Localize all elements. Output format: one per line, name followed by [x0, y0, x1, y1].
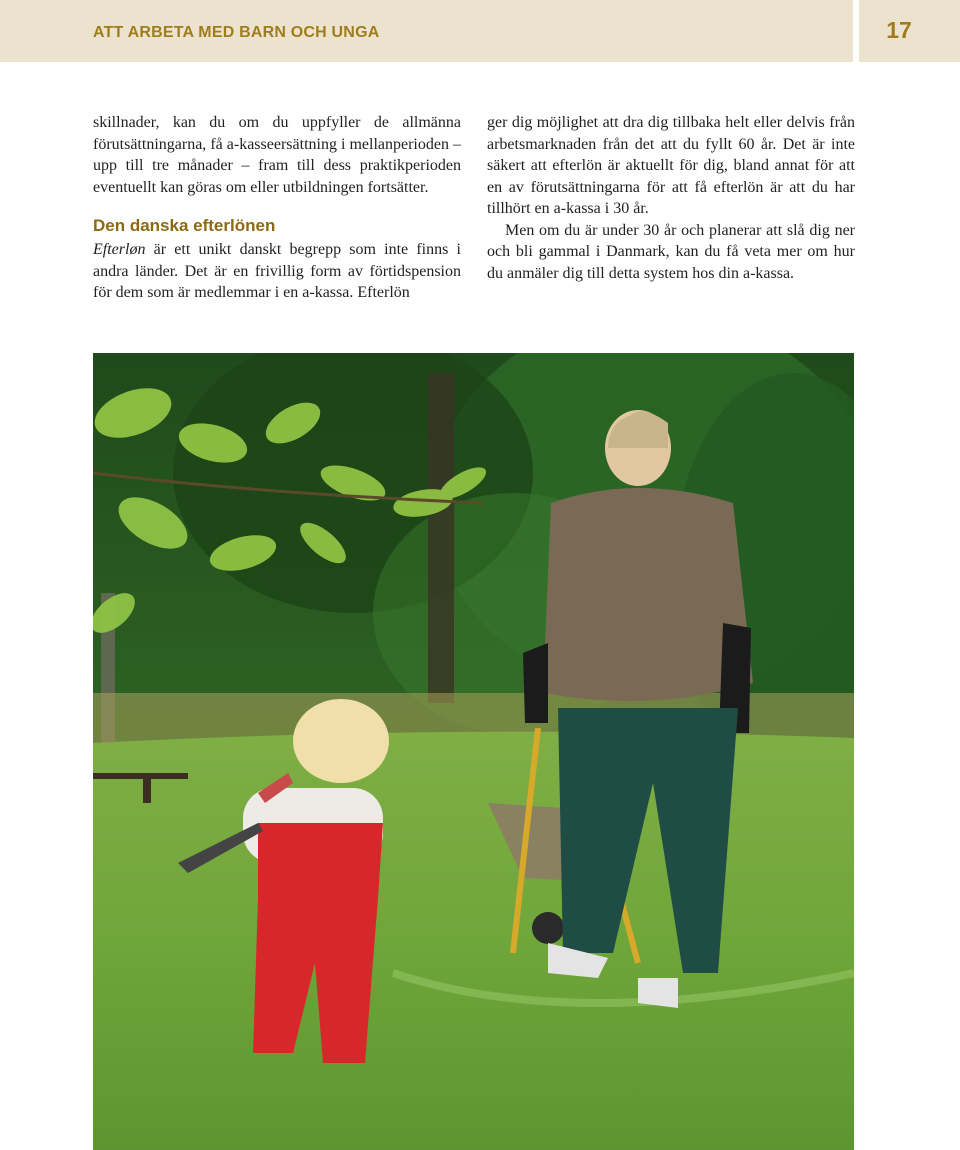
right-paragraph-2: Men om du är under 30 år och planerar att slå dig ner och bli gammal i Danmark, kan du få veta mer om hur du anmäler dig till detta system hos din a-kassa.	[487, 221, 855, 282]
intro-paragraph: skillnader, kan du om du uppfyller de allmänna förutsättningarna, få a-kasseersättning i mellanperioden – upp till tre månader – fram till dess praktikperioden eventuellt kan göras om eller utbildningen fortsätter.	[93, 114, 461, 196]
efterlon-term: Efterløn	[93, 241, 146, 258]
efterlon-paragraph-text: är ett unikt danskt begrepp som inte finns i andra länder. Det är en frivillig form av förtidspension för dem som är medlemmar i en a-kassa. Efterlön	[93, 241, 461, 301]
running-header-title: ATT ARBETA MED BARN OCH UNGA	[93, 24, 380, 41]
photo-man-and-child-in-garden	[93, 353, 854, 1150]
page-number-box	[859, 0, 960, 62]
section-heading: Den danska efterlönen	[93, 216, 276, 235]
header-band	[0, 0, 853, 62]
right-paragraph-1: ger dig möjlighet att dra dig tillbaka helt eller delvis från arbetsmarknaden från det att du fyllt 60 år. Det är inte säkert att efterlön är aktuellt för dig, bland annat för att en av förutsättningarna för att få efterlön är att du har tillhört en a-kassa i 30 år.	[487, 114, 855, 217]
left-text-column	[93, 112, 461, 304]
right-text-column	[487, 112, 855, 284]
efterlon-paragraph	[93, 239, 461, 304]
page-number: 17	[886, 17, 912, 43]
